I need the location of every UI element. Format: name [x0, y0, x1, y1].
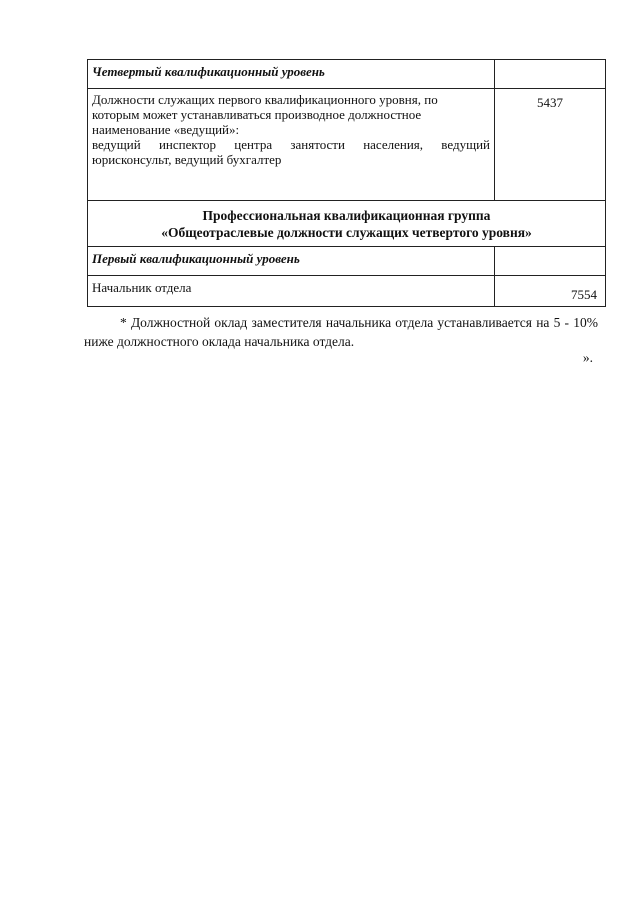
group-title — [88, 201, 606, 247]
chief-position: Начальник отдела — [88, 276, 495, 307]
footnote — [84, 313, 598, 351]
level-four-description — [88, 89, 495, 201]
footnote-body: * Должностной оклад заместителя начальника отдела устанавливается на 5 - 10% ниже должностного оклада начальника отдела. — [84, 315, 598, 349]
empty-cell — [495, 60, 606, 89]
empty-cell — [495, 247, 606, 276]
level-four-amount: 5437 — [495, 89, 606, 201]
group-title-line: «Общеотраслевые должности служащих четвертого уровня» — [161, 225, 532, 240]
table-row — [88, 201, 606, 247]
level-four-label: Четвертый квалификационный уровень — [88, 60, 495, 89]
table-row — [88, 89, 606, 201]
position-list: ведущий инспектор центра занятости населения, ведущий юрисконсульт, ведущий бухгалтер — [92, 137, 490, 167]
group-title-line: Профессиональная квалификационная группа — [202, 208, 491, 223]
level-one-label: Первый квалификационный уровень — [88, 247, 495, 276]
table-row — [88, 247, 606, 276]
footnote-indent — [84, 315, 120, 330]
footnote-text — [84, 313, 598, 351]
position-description-intro: Должности служащих первого квалификационного уровня, по которым может устанавливаться производное должностное наименование «ведущий»: — [92, 92, 438, 137]
salary-table — [87, 59, 606, 307]
table-row — [88, 276, 606, 307]
closing-quote-mark: ». — [582, 350, 593, 365]
table-row — [88, 60, 606, 89]
chief-amount: 7554 — [495, 276, 606, 307]
